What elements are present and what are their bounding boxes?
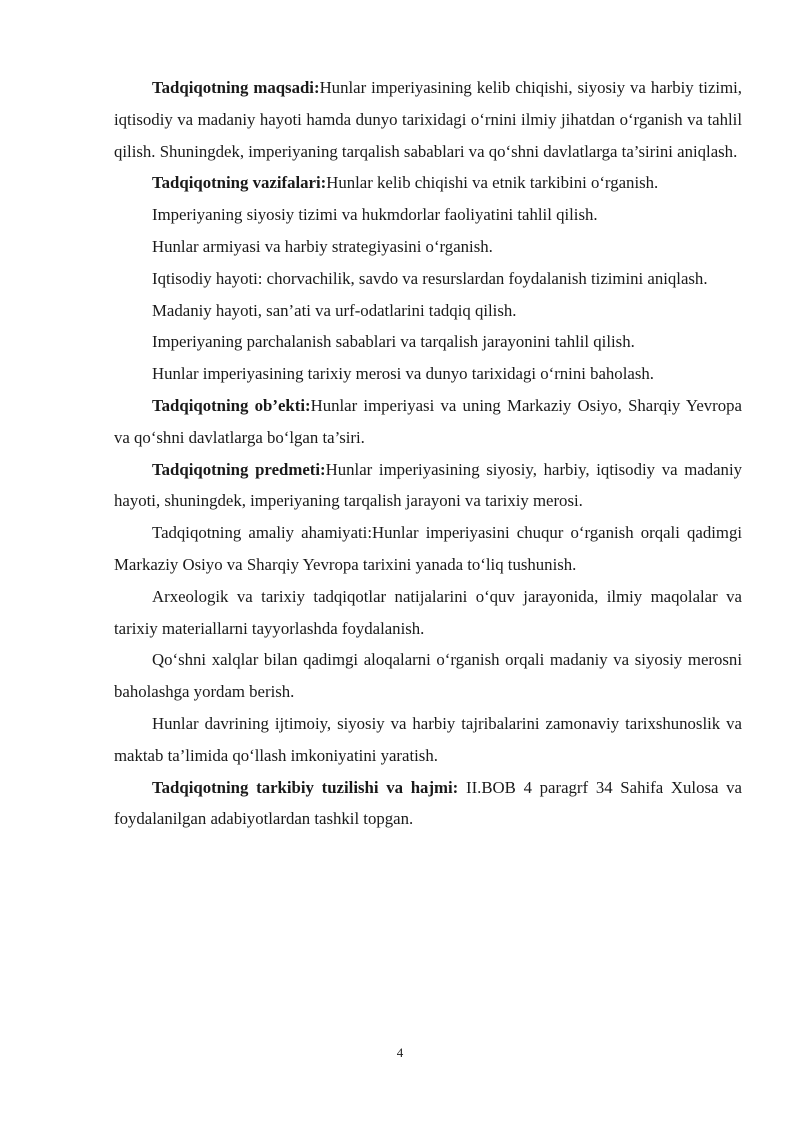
- paragraph-tasks: [114, 167, 742, 199]
- document-body: [114, 72, 742, 835]
- practical-education: [114, 708, 742, 772]
- task-text: Imperiyaning siyosiy tizimi va hukmdorlar faoliyatini tahlil qilish.: [152, 205, 598, 225]
- goal-text: Hunlar imperiyasining kelib chiqishi, siyosiy va harbiy tizimi, iqtisodiy va madaniy hayoti hamda dunyo tarixidagi o‘rnini ilmiy jihatdan o‘rganish va tahlil qilish. Shuningdek, imperiyaning tarqalish sabablari va qo‘shni davlatlarga ta’sirini aniqlash.: [114, 78, 742, 161]
- paragraph-practical-value: [114, 517, 742, 581]
- task-text: Imperiyaning parchalanish sabablari va tarqalish jarayonini tahlil qilish.: [152, 332, 635, 352]
- task-collapse: [114, 326, 742, 358]
- task-economy: [114, 263, 742, 295]
- goal-heading: Tadqiqotning maqsadi:: [152, 78, 320, 97]
- task-text: Hunlar imperiyasining tarixiy merosi va dunyo tarixidagi o‘rnini baholash.: [152, 364, 654, 384]
- practical-neighbors: [114, 644, 742, 708]
- task-text: Madaniy hayoti, san’ati va urf-odatlarini tadqiq qilish.: [152, 300, 517, 320]
- task-text: Hunlar armiyasi va harbiy strategiyasini o‘rganish.: [152, 236, 493, 256]
- practical-value-text: Tadqiqotning amaliy ahamiyati:Hunlar imperiyasini chuqur o‘rganish orqali qadimgi Markaziy Osiyo va Sharqiy Yevropa tarixini yanada to‘liq tushunish.: [114, 523, 742, 574]
- task-political-system: [114, 199, 742, 231]
- tasks-heading: Tadqiqotning vazifalari:: [152, 173, 327, 193]
- practical-text: Qo‘shni xalqlar bilan qadimgi aloqalarni o‘rganish orqali madaniy va siyosiy merosni baholashga yordam berish.: [114, 650, 742, 702]
- subject-heading: Tadqiqotning predmeti:: [152, 459, 326, 479]
- practical-archaeology: [114, 581, 742, 645]
- paragraph-goal: [114, 72, 742, 167]
- task-legacy: [114, 358, 742, 390]
- paragraph-object: [114, 390, 742, 454]
- structure-heading: Tadqiqotning tarkibiy tuzilishi va hajmi:: [152, 777, 459, 797]
- task-culture: [114, 295, 742, 327]
- object-heading: Tadqiqotning ob’ekti:: [152, 395, 311, 415]
- tasks-text: Hunlar kelib chiqishi va etnik tarkibini o‘rganish.: [326, 173, 659, 193]
- practical-text: Arxeologik va tarixiy tadqiqotlar natijalarini o‘quv jarayonida, ilmiy maqolalar va tarixiy materiallarni tayyorlashda foydalanish.: [114, 586, 742, 638]
- object-text: Hunlar imperiyasi va uning Markaziy Osiyo, Sharqiy Yevropa va qo‘shni davlatlarga bo‘lgan ta’siri.: [114, 395, 742, 447]
- page-number: 4: [396, 1045, 404, 1060]
- structure-text: II.BOB 4 paragrf 34 Sahifa Xulosa va foydalanilgan adabiyotlardan tashkil topgan.: [114, 777, 742, 829]
- paragraph-structure: [114, 772, 742, 836]
- practical-text: Hunlar davrining ijtimoiy, siyosiy va harbiy tajribalarini zamonaviy tarixshunoslik va maktab ta’limida qo‘llash imkoniyatini yaratish.: [114, 713, 742, 765]
- paragraph-subject: [114, 454, 742, 518]
- task-army: [114, 231, 742, 263]
- subject-text: Hunlar imperiyasining siyosiy, harbiy, iqtisodiy va madaniy hayoti, shuningdek, imperiyaning tarqalish jarayoni va tarixiy merosi.: [114, 459, 743, 511]
- task-text: Iqtisodiy hayoti: chorvachilik, savdo va resurslardan foydalanish tizimini aniqlash.: [152, 268, 708, 288]
